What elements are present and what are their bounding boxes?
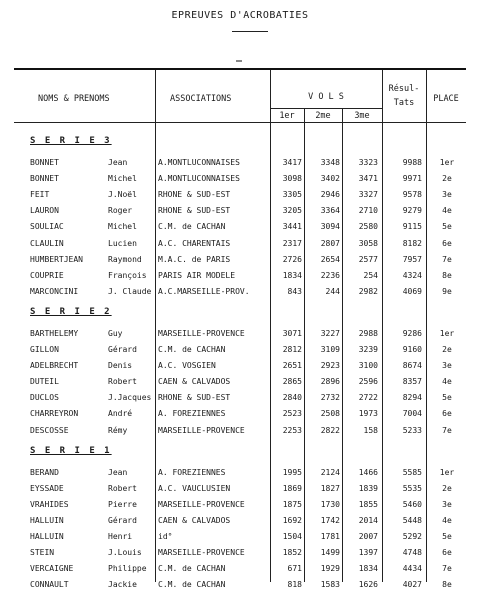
cell-association: CAEN & CALVADOS [158,377,231,387]
table-row [14,327,466,341]
cell-vol-2: 2822 [320,425,340,435]
cell-resultat: 5448 [402,515,422,525]
cell-vol-1: 1995 [282,467,302,477]
cell-vol-2: 2807 [320,238,340,248]
page-title: EPREUVES D'ACROBATIES [171,10,309,21]
cell-place: 4e [442,377,452,387]
cell-association: A.C.MARSEILLE-PROV. [158,286,250,296]
cell-vol-1: 2812 [282,345,302,354]
cell-nom: DUTEIL [30,377,59,387]
cell-association: C.M. de CACHAN [158,564,226,574]
cell-vol-1: 671 [287,564,302,574]
scan-speck [236,60,242,62]
table-row [14,498,466,512]
table-row [14,375,466,389]
cell-vol-2: 1730 [320,499,340,509]
header-associations: ASSOCIATIONS [170,94,232,104]
cell-prenom: Henri [108,532,133,541]
cell-nom: SOULIAC [30,222,64,232]
cell-vol-3: 1626 [358,580,378,590]
cell-prenom: Gérard [108,345,137,354]
header-place: PLACE [433,94,459,104]
cell-vol-3: 2982 [358,286,378,296]
cell-vol-3: 2988 [358,328,378,338]
cell-vol-3: 158 [363,425,378,435]
cell-resultat: 8674 [402,361,422,371]
table-row [14,407,466,421]
table-row [14,285,466,299]
cell-vol-2: 1499 [320,548,340,558]
header-vol-3: 3me [354,111,370,121]
cell-vol-1: 1504 [282,532,302,541]
cell-vol-1: 2253 [282,425,302,435]
cell-vol-3: 3323 [358,158,378,167]
table-row [14,253,466,267]
cell-association: A. FOREZIENNES [158,467,226,477]
cell-vol-1: 3098 [282,174,302,184]
cell-resultat: 9115 [402,222,422,232]
cell-prenom: J.Jacques [108,393,152,403]
cell-place: 6e [442,409,452,419]
cell-place: 1er [439,328,455,338]
cell-place: 2e [442,345,452,354]
cell-association: C.M. de CACHAN [158,222,226,232]
cell-vol-3: 3058 [358,238,378,248]
cell-association: A.C. VAUCLUSIEN [158,483,231,493]
cell-resultat: 9279 [402,206,422,216]
cell-nom: BARTHELEMY [30,328,79,338]
cell-vol-3: 3471 [358,174,378,184]
cell-prenom: André [108,409,133,419]
header-vols: V O L S [308,92,344,102]
cell-resultat: 9160 [402,345,422,354]
cell-association: A.MONTLUCONNAISES [158,158,240,167]
cell-resultat: 4324 [402,270,422,280]
cell-resultat: 7004 [402,409,422,419]
cell-nom: BERAND [30,467,59,477]
cell-resultat: 4748 [402,548,422,558]
cell-prenom: J.Noël [108,190,137,200]
cell-resultat: 8182 [402,238,422,248]
cell-place: 7e [442,425,452,435]
cell-vol-2: 2946 [320,190,340,200]
cell-vol-3: 1397 [358,548,378,558]
cell-resultat: 5460 [402,499,422,509]
cell-place: 1er [439,158,455,167]
cell-vol-3: 3100 [358,361,378,371]
cell-prenom: Jackie [108,580,137,590]
cell-nom: VERCAIGNE [30,564,74,574]
cell-nom: BONNET [30,174,59,184]
cell-prenom: Lucien [108,238,137,248]
cell-association: A. FOREZIENNES [158,409,226,419]
table-row [14,204,466,218]
cell-vol-3: 3327 [358,190,378,200]
cell-prenom: François [108,270,147,280]
header-noms-prenoms: NOMS & PRENOMS [38,94,110,104]
cell-vol-2: 2732 [320,393,340,403]
cell-vol-2: 1742 [320,515,340,525]
cell-resultat: 7957 [402,254,422,264]
cell-vol-1: 2840 [282,393,302,403]
cell-place: 3e [442,361,452,371]
table-row [14,578,466,592]
cell-prenom: Guy [108,328,123,338]
cell-vol-3: 1466 [358,467,378,477]
cell-vol-2: 3364 [320,206,340,216]
cell-vol-3: 1855 [358,499,378,509]
cell-vol-1: 3205 [282,206,302,216]
cell-association: RHONE & SUD-EST [158,393,231,403]
cell-vol-1: 3305 [282,190,302,200]
cell-prenom: Robert [108,377,137,387]
cell-resultat: 9578 [402,190,422,200]
cell-nom: HALLUIN [30,515,64,525]
cell-vol-1: 3071 [282,328,302,338]
cell-place: 2e [442,483,452,493]
cell-place: 9e [442,286,452,296]
cell-vol-2: 3348 [320,158,340,167]
cell-vol-3: 2710 [358,206,378,216]
cell-vol-1: 1869 [282,483,302,493]
cell-vol-2: 3227 [320,328,340,338]
cell-vol-3: 2577 [358,254,378,264]
cell-vol-3: 2580 [358,222,378,232]
cell-association: MARSEILLE-PROVENCE [158,548,245,558]
series-heading: S E R I E 1 [30,445,112,456]
table-row [14,546,466,560]
cell-vol-2: 2236 [320,270,340,280]
cell-resultat: 5585 [402,467,422,477]
cell-vol-3: 3239 [358,345,378,354]
cell-vol-3: 2014 [358,515,378,525]
table-row [14,359,466,373]
cell-prenom: Michel [108,222,137,232]
cell-vol-2: 1929 [320,564,340,574]
cell-nom: HALLUIN [30,532,64,541]
cell-vol-2: 2124 [320,467,340,477]
cell-resultat: 4434 [402,564,422,574]
cell-nom: LAURON [30,206,59,216]
table-row [14,514,466,528]
cell-prenom: Robert [108,483,137,493]
cell-nom: EYSSADE [30,483,64,493]
cell-association: MARSEILLE-PROVENCE [158,499,245,509]
cell-nom: FEIT [30,190,50,200]
cell-vol-3: 2722 [358,393,378,403]
cell-place: 3e [442,499,452,509]
cell-vol-2: 2923 [320,361,340,371]
cell-vol-1: 818 [287,580,302,590]
header-resultats-line-2: Tats [393,98,415,108]
cell-vol-1: 1834 [282,270,302,280]
cell-nom: COUPRIE [30,270,64,280]
table-row [14,562,466,576]
table-row [14,269,466,283]
cell-association: M.A.C. de PARIS [158,254,231,264]
results-table [14,68,466,590]
cell-association: MARSEILLE-PROVENCE [158,328,245,338]
table-row [14,220,466,234]
cell-prenom: Roger [108,206,133,216]
cell-prenom: Michel [108,174,137,184]
table-row [14,237,466,251]
cell-place: 1er [439,467,455,477]
cell-prenom: Gérard [108,515,137,525]
cell-nom: CLAULIN [30,238,64,248]
cell-prenom: Raymond [108,254,142,264]
header-bottom-rule [14,122,466,123]
cell-nom: CHARREYRON [30,409,79,419]
cell-vol-1: 1852 [282,548,302,558]
cell-resultat: 9988 [402,158,422,167]
table-row [14,156,466,170]
cell-association: MARSEILLE-PROVENCE [158,425,245,435]
cell-vol-1: 1875 [282,499,302,509]
cell-prenom: Jean [108,467,128,477]
table-row [14,466,466,480]
table-row [14,482,466,496]
cell-resultat: 5233 [402,425,422,435]
cell-vol-2: 2654 [320,254,340,264]
cell-vol-1: 2651 [282,361,302,371]
cell-nom: STEIN [30,548,55,558]
cell-place: 8e [442,270,452,280]
cell-prenom: Denis [108,361,133,371]
header-resultats-line-1: Résul- [388,84,420,94]
cell-prenom: Philippe [108,564,147,574]
cell-place: 2e [442,174,452,184]
cell-association: CAEN & CALVADOS [158,515,231,525]
cell-vol-1: 2726 [282,254,302,264]
vols-subheader-rule [270,108,382,109]
cell-association: A.C. CHARENTAIS [158,238,231,248]
cell-resultat: 5535 [402,483,422,493]
cell-place: 7e [442,254,452,264]
cell-place: 4e [442,515,452,525]
cell-vol-1: 2523 [282,409,302,419]
cell-resultat: 9286 [402,328,422,338]
cell-place: 5e [442,393,452,403]
cell-nom: DUCLOS [30,393,59,403]
header-vol-2: 2me [315,111,331,121]
cell-prenom: Pierre [108,499,137,509]
cell-place: 6e [442,238,452,248]
cell-association: PARIS AIR MODELE [158,270,236,280]
cell-resultat: 8357 [402,377,422,387]
cell-nom: CONNAULT [30,580,69,590]
cell-nom: VRAHIDES [30,499,69,509]
cell-nom: MARCONCINI [30,286,79,296]
cell-resultat: 8294 [402,393,422,403]
cell-place: 8e [442,580,452,590]
table-row [14,424,466,438]
cell-place: 5e [442,532,452,541]
cell-place: 4e [442,206,452,216]
cell-nom: GILLON [30,345,59,354]
cell-prenom: J.Louis [108,548,142,558]
cell-association: RHONE & SUD-EST [158,206,231,216]
cell-place: 5e [442,222,452,232]
cell-vol-3: 2007 [358,532,378,541]
cell-vol-1: 2317 [282,238,302,248]
cell-association: C.M. de CACHAN [158,580,226,590]
cell-vol-3: 2596 [358,377,378,387]
cell-place: 7e [442,564,452,574]
cell-association: RHONE & SUD-EST [158,190,231,200]
cell-association: A.C. VOSGIEN [158,361,216,371]
cell-vol-1: 843 [287,286,302,296]
table-row [14,343,466,357]
cell-vol-1: 3441 [282,222,302,232]
cell-vol-3: 1834 [358,564,378,574]
cell-vol-2: 1583 [320,580,340,590]
cell-resultat: 4069 [402,286,422,296]
cell-association: id° [158,532,173,541]
cell-resultat: 4027 [402,580,422,590]
cell-place: 6e [442,548,452,558]
cell-nom: HUMBERTJEAN [30,254,83,264]
cell-nom: BONNET [30,158,59,167]
cell-vol-2: 2508 [320,409,340,419]
cell-vol-1: 2865 [282,377,302,387]
cell-prenom: Rémy [108,425,128,435]
cell-vol-1: 1692 [282,515,302,525]
cell-vol-2: 1827 [320,483,340,493]
cell-vol-2: 244 [325,286,340,296]
table-row [14,188,466,202]
cell-resultat: 9971 [402,174,422,184]
title-underline [232,31,268,32]
cell-resultat: 5292 [402,532,422,541]
cell-prenom: Jean [108,158,128,167]
cell-prenom: J. Claude [108,286,152,296]
cell-vol-3: 1839 [358,483,378,493]
cell-vol-1: 3417 [282,158,302,167]
cell-vol-2: 2896 [320,377,340,387]
series-heading: S E R I E 3 [30,136,112,146]
cell-association: C.M. de CACHAN [158,345,226,354]
header-vol-1: 1er [279,111,295,121]
cell-vol-3: 254 [363,270,378,280]
cell-vol-2: 3094 [320,222,340,232]
table-row [14,530,466,544]
cell-nom: DESCOSSE [30,425,69,435]
cell-association: A.MONTLUCONNAISES [158,174,240,184]
cell-nom: ADELBRECHT [30,361,79,371]
cell-vol-3: 1973 [358,409,378,419]
table-row [14,172,466,186]
cell-vol-2: 1781 [320,532,340,541]
table-row [14,391,466,405]
cell-vol-2: 3109 [320,345,340,354]
cell-vol-2: 3402 [320,174,340,184]
cell-place: 3e [442,190,452,200]
series-heading: S E R I E 2 [30,306,112,317]
